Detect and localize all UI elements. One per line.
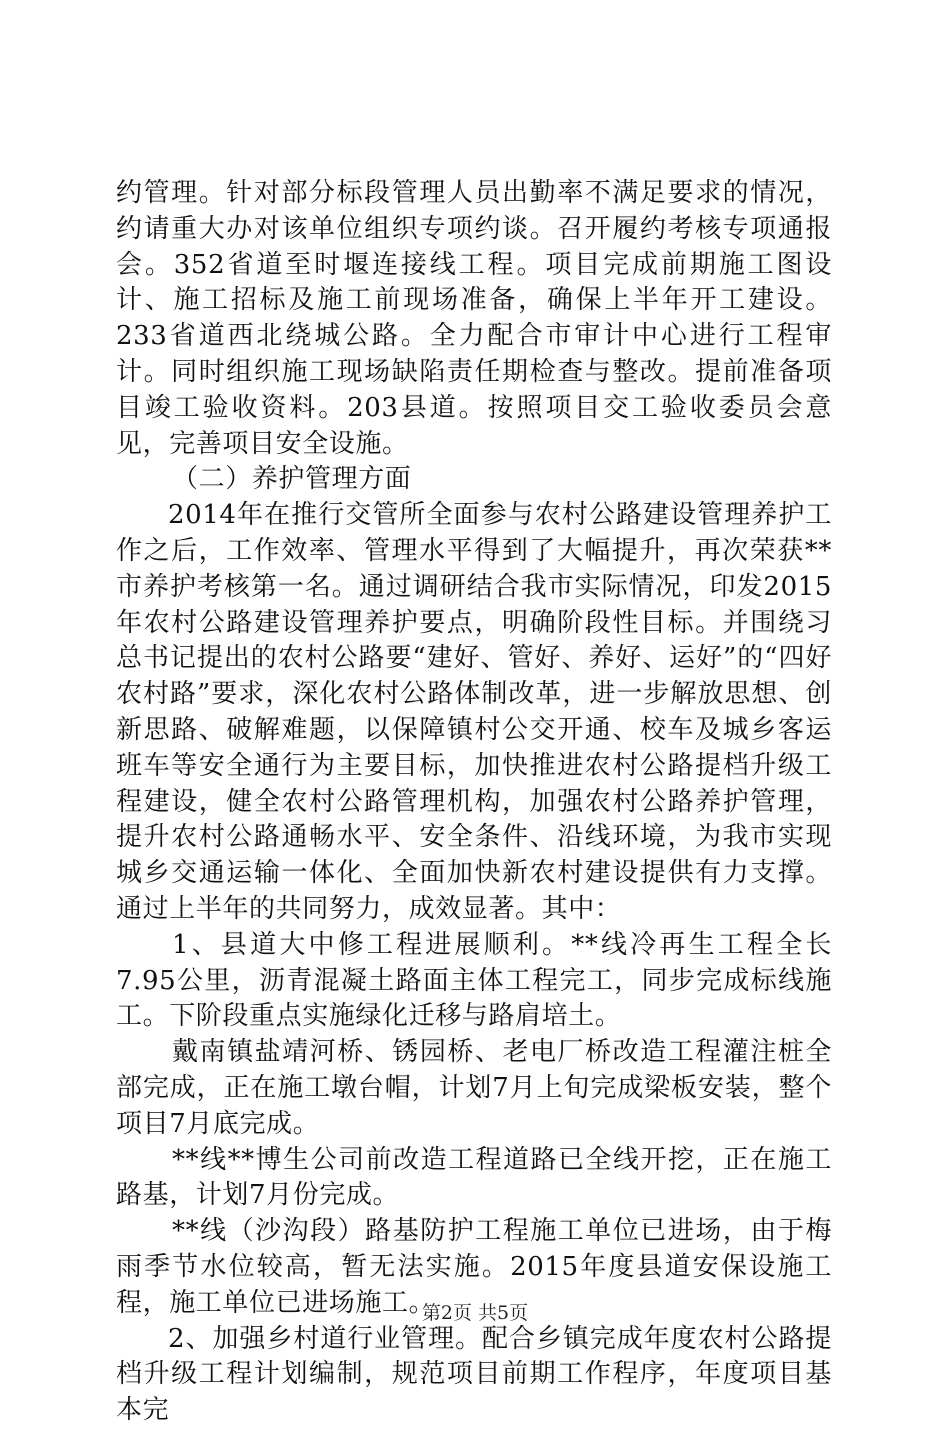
paragraph-roadbed-protection: **线（沙沟段）路基防护工程施工单位已进场，由于梅雨季节水位较高，暂无法实施。2015年度县道安保设施工程，施工单位已进场施工。 <box>116 1216 832 1318</box>
paragraph-bridge-reconstruction: 戴南镇盐靖河桥、锈园桥、老电厂桥改造工程灌注桩全部完成，正在施工墩台帽，计划7月上旬完成梁板安装，整个项目7月底完成。 <box>116 1037 832 1139</box>
paragraph-maintenance-overview: 2014年在推行交管所全面参与农村公路建设管理养护工作之后，工作效率、管理水平得到了大幅提升，再次荣获**市养护考核第一名。通过调研结合我市实际情况，印发2015年农村公路建设管理养护要点，明确阶段性目标。并围绕习总书记提出的农村公路要“建好、管好、养好、运好”的“四好农村路”要求，深化农村公路体制改革，进一步解放思想、创新思路、破解难题，以保障镇村公交开通、校车及城乡客运班车等安全通行为主要目标，加快推进农村公路提档升级工程建设，健全农村公路管理机构，加强农村公路养护管理，提升农村公路通畅水平、安全条件、沿线环境，为我市实现城乡交通运输一体化、全面加快新农村建设提供有力支撑。通过上半年的共同努力，成效显著。其中： <box>116 500 832 924</box>
paragraph-road-reconstruction: **线**博生公司前改造工程道路已全线开挖，正在施工路基，计划7月份完成。 <box>116 1144 832 1211</box>
section-heading-maintenance: （二）养护管理方面 <box>172 464 412 495</box>
paragraph-rural-road-management: 2、加强乡村道行业管理。配合乡镇完成年度农村公路提档升级工程计划编制，规范项目前期工作程序，年度项目基本完 <box>116 1323 832 1426</box>
document-body <box>116 176 832 1429</box>
paragraph-project-management: 约管理。针对部分标段管理人员出勤率不满足要求的情况，约请重大办对该单位组织专项约谈。召开履约考核专项通报会。352省道至时堰连接线工程。项目完成前期施工图设计、施工招标及施工前现场准备，确保上半年开工建设。233省道西北绕城公路。全力配合市审计中心进行工程审计。同时组织施工现场缺陷责任期检查与整改。提前准备项目竣工验收资料。203县道。按照项目交工验收委员会意见，完善项目安全设施。 <box>116 178 832 459</box>
page-number-footer: 第2页 共5页 <box>421 1302 529 1324</box>
paragraph-county-road-repair: 1、县道大中修工程进展顺利。**线冷再生工程全长7.95公里，沥青混凝土路面主体工程完工，同步完成标线施工。下阶段重点实施绿化迁移与路肩培土。 <box>116 929 832 1032</box>
